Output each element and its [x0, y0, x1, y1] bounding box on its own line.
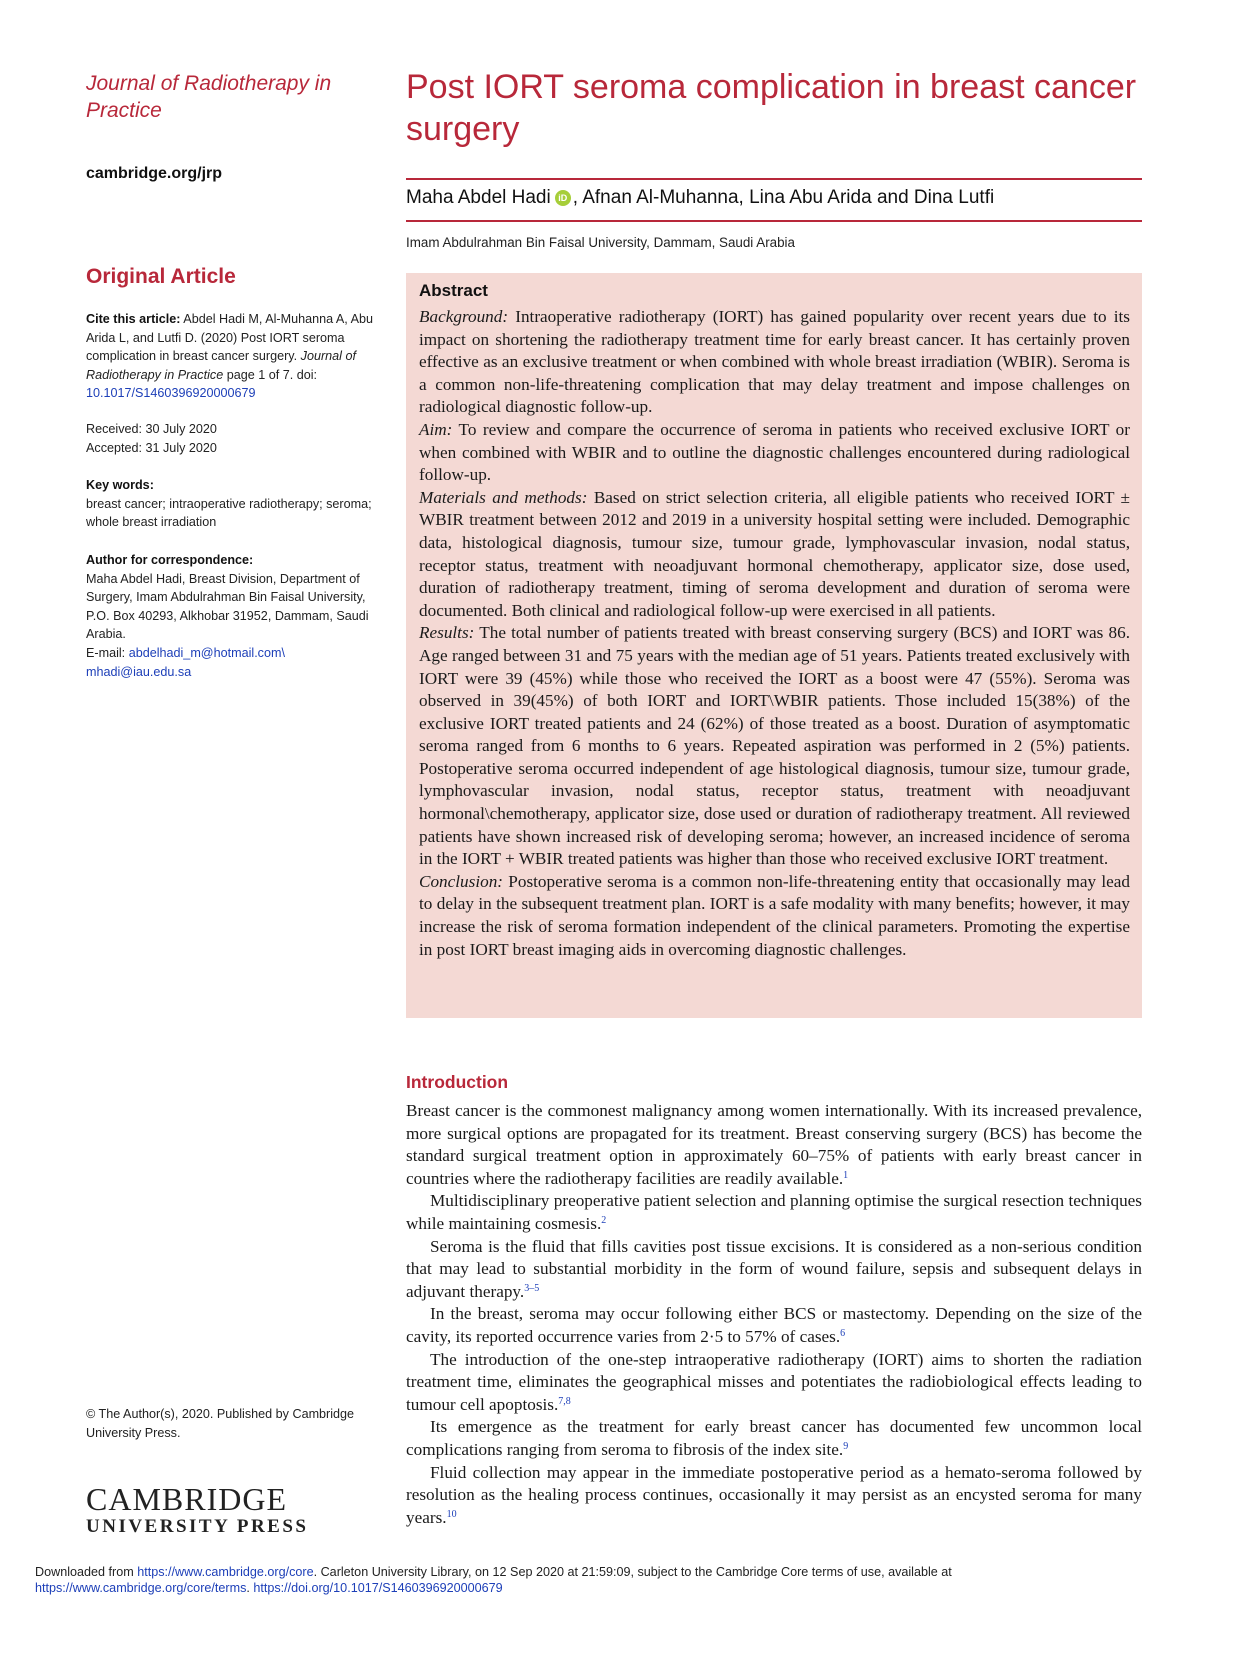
email-link-2[interactable]: mhadi@iau.edu.sa [86, 664, 192, 679]
doi-link[interactable]: 10.1017/S1460396920000679 [86, 386, 256, 401]
cite-text: Abdel Hadi M, Al-Muhanna A, Abu Arida L, and Lutfi D. (2020) Post IORT seroma complication in breast cancer surgery. [86, 312, 374, 364]
intro-paragraph [406, 1349, 1142, 1417]
reference-link[interactable]: 2 [601, 1214, 607, 1226]
abstract-text: The total number of patients treated with breast conserving surgery (BCS) and IORT was 86. Age ranged between 31 and 75 years with the median age of 51 years. Patients treated exclusively with IORT were 39 (45%) while those who received the IORT as a boost were 47 (55%). Seroma was observed in 39(45%) of both IORT and IORT\WBIR patients. Those included 15(38%) of the exclusive IORT treated patients and 24 (62%) of those treated as a boost. Duration of asymptomatic seroma ranged from 6 months to 6 years. Repeated aspiration was performed in 2 (5%) patients. Postoperative seroma occurred independent of age histological diagnosis, tumour size, tumour grade, lymphovascular invasion, nodal status, receptor status, treatment with neoadjuvant hormonal\chemotherapy, applicator size, dose used or duration of radiotherapy treatment. All reviewed patients have shown increased risk of developing seroma; however, an increased incidence of seroma in the IORT + WBIR treated patients was higher than those who received exclusive IORT treatment. [419, 623, 1130, 869]
doi-label: doi: [296, 367, 318, 382]
intro-paragraph [406, 1462, 1142, 1530]
paragraph-text: Fluid collection may appear in the immediate postoperative period as a hemato-seroma followed by resolution as the healing process continues, occasionally it may persist as an encysted seroma for many years. [406, 1462, 1142, 1527]
correspondence-text: Maha Abdel Hadi, Breast Division, Department of Surgery, Imam Abdulrahman Bin Faisal University, P.O. Box 40293, Alkhobar 31952, Dammam, Saudi Arabia. [86, 571, 369, 642]
intro-paragraph [406, 1416, 1142, 1461]
logo-line-2: UNIVERSITY PRESS [86, 1516, 309, 1537]
intro-paragraph [406, 1236, 1142, 1304]
journal-site-link[interactable]: cambridge.org/jrp [86, 165, 223, 182]
abstract-text: Postoperative seroma is a common non-life-threatening entity that occasionally may lead to delay in the subsequent treatment plan. IORT is a safe modality with many benefits; however, it may increase the risk of seroma formation independent of the clinical parameters. Promoting the expertise in post IORT breast imaging aids in overcoming diagnostic challenges. [419, 871, 1130, 959]
intro-paragraph [406, 1100, 1142, 1190]
received-date: Received: 30 July 2020 [86, 422, 217, 436]
abstract-text: Based on strict selection criteria, all eligible patients who received IORT ± WBIR treatment between 2012 and 2019 in a university hospital setting were included. Demographic data, histological diagnosis, tumour size, tumour grade, lymphovascular invasion, nodal status, receptor status, treatment with neoadjuvant hormonal chemotherapy, applicator size, dose used, duration of radiotherapy treatment, timing of seroma development and duration of seroma were documented. Both clinical and radiological follow-up were exercised in all patients. [419, 487, 1130, 620]
abstract-heading: Abstract [419, 281, 488, 300]
keywords-label: Key words: [86, 478, 154, 492]
paragraph-text: The introduction of the one-step intraoperative radiotherapy (IORT) aims to shorten the radiation treatment time, eliminates the geographical misses and potentiates the radiobiological effects leading to tumour cell apoptosis. [406, 1349, 1142, 1414]
paragraph-text: Breast cancer is the commonest malignancy among women internationally. With its increased prevalence, more surgical options are propagated for its treatment. Breast conserving surgery (BCS) has become the standard surgical treatment option in approximately 60–75% of patients with early breast cancer in countries where the radiotherapy facilities are readily available. [406, 1101, 1142, 1188]
keywords-text: breast cancer; intraoperative radiotherapy; seroma; whole breast irradiation [86, 496, 372, 530]
reference-link[interactable]: 7,8 [558, 1395, 571, 1407]
affiliation: Imam Abdulrahman Bin Faisal University, Dammam, Saudi Arabia [406, 235, 795, 250]
title-rule-bottom [406, 220, 1142, 222]
cambridge-university-press-logo [86, 1482, 309, 1538]
footer-doi-link[interactable]: https://doi.org/10.1017/S1460396920000679 [253, 1581, 503, 1596]
abstract-text: To review and compare the occurrence of seroma in patients who received exclusive IORT or when combined with WBIR and to outline the diagnostic challenges encountered during radiological follow-up. [419, 419, 1130, 485]
abstract-label: Results: [419, 623, 475, 643]
intro-paragraph [406, 1303, 1142, 1348]
abstract-label: Aim: [419, 419, 453, 439]
citation-block [86, 310, 386, 403]
intro-paragraph [406, 1190, 1142, 1235]
reference-link[interactable]: 10 [446, 1508, 457, 1520]
cite-journal: Journal of Radiotherapy in Practice [86, 349, 356, 382]
reference-link[interactable]: 3–5 [524, 1282, 540, 1294]
abstract-methods [419, 487, 1130, 623]
keywords-block [86, 476, 386, 532]
abstract-label: Conclusion: [419, 871, 504, 891]
author-list [406, 187, 994, 209]
abstract-conclusion [419, 871, 1130, 961]
reference-link[interactable]: 9 [843, 1440, 849, 1452]
article-title: Post IORT seroma complication in breast cancer surgery [406, 68, 1137, 148]
first-author: Maha Abdel Hadi [406, 187, 551, 208]
abstract-text: Intraoperative radiotherapy (IORT) has gained popularity over recent years due to its impact on shortening the radiotherapy treatment time for early breast cancer. It has certainly proven effective as an exclusive treatment or when combined with whole breast irradiation (WBIR). Seroma is a common non-life-threatening complication that may delay treatment and impose challenges on radiological diagnostic follow-up. [419, 307, 1130, 417]
copyright-notice: © The Author(s), 2020. Published by Cambridge University Press. [86, 1407, 355, 1440]
footer-middle: . Carleton University Library, on 12 Sep 2020 at 21:59:09, subject to the Cambridge Core terms of use, available at [313, 1565, 952, 1579]
email-link-1[interactable]: abdelhadi_m@hotmail.com\ [128, 645, 285, 660]
orcid-icon[interactable]: iD [555, 190, 571, 206]
abstract-results [419, 622, 1130, 871]
abstract-box [406, 273, 1142, 1018]
terms-link[interactable]: https://www.cambridge.org/core/terms [35, 1581, 247, 1596]
correspondence-label: Author for correspondence: [86, 553, 254, 567]
paragraph-text: Its emergence as the treatment for early breast cancer has documented few uncommon local complications ranging from seroma to fibrosis of the index site. [406, 1417, 1142, 1459]
title-rule-top [406, 178, 1142, 180]
paragraph-text: Seroma is the fluid that fills cavities post tissue excisions. It is considered as a non-serious condition that may lead to substantial morbidity in the form of wound failure, sepsis and subsequent delays in adjuvant therapy. [406, 1236, 1142, 1301]
abstract-background [419, 306, 1130, 419]
abstract-aim [419, 419, 1130, 487]
journal-name: Journal of Radiotherapy in Practice [86, 72, 332, 122]
reference-link[interactable]: 1 [843, 1169, 849, 1181]
paragraph-text: In the breast, seroma may occur following either BCS or mastectomy. Depending on the size of the cavity, its reported occurrence varies from 2·5 to 57% of cases. [406, 1304, 1142, 1346]
other-authors: , Afnan Al-Muhanna, Lina Abu Arida and Dina Lutfi [572, 187, 995, 208]
accepted-date: Accepted: 31 July 2020 [86, 440, 217, 455]
download-footer: Downloaded from https://www.cambridge.org/core. Carleton University Library, on 12 Sep 2020 at 21:59:09, subject to the Cambridge Core terms of use, available at https://www.cambridge.org/core/terms. https://doi.org/10.1017/S1460396920000679 [35, 1565, 952, 1596]
cite-page: page 1 of 7. [226, 367, 294, 382]
footer-prefix: Downloaded from [35, 1565, 134, 1579]
abstract-label: Background: [419, 307, 509, 326]
abstract-label: Materials and methods: [419, 487, 588, 507]
logo-line-1: CAMBRIDGE [86, 1481, 288, 1517]
reference-link[interactable]: 6 [840, 1327, 846, 1339]
email-label: E-mail: [86, 645, 126, 660]
article-type: Original Article [86, 265, 236, 288]
cambridge-core-link[interactable]: https://www.cambridge.org/core [137, 1565, 314, 1579]
introduction-body [406, 1100, 1142, 1529]
introduction-heading: Introduction [406, 1072, 509, 1092]
dates-block [86, 420, 386, 457]
cite-label: Cite this article: [86, 312, 181, 326]
correspondence-block [86, 551, 386, 681]
paragraph-text: Multidisciplinary preoperative patient selection and planning optimise the surgical resection techniques while maintaining cosmesis. [406, 1191, 1142, 1233]
